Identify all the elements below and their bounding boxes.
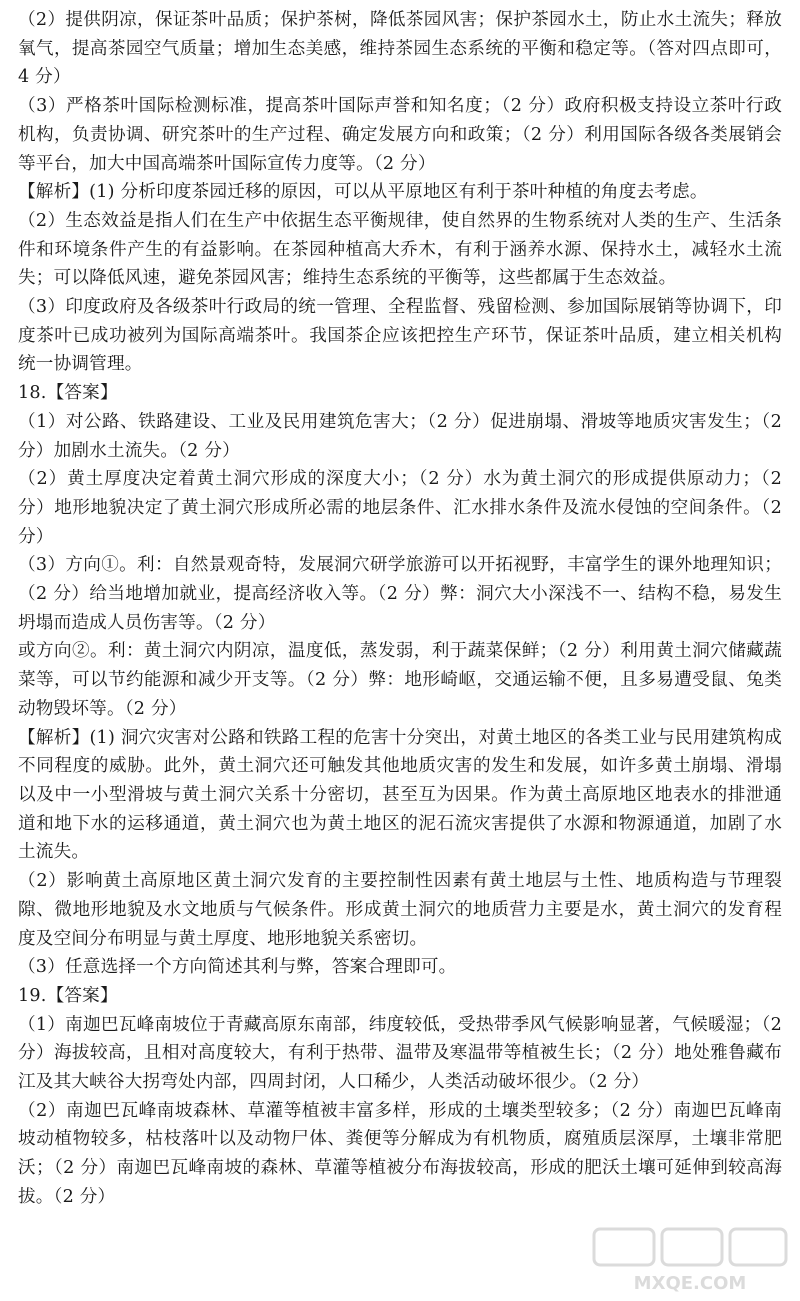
analysis-paragraph: （2）影响黄土高原地区黄土洞穴发育的主要控制性因素有黄土地层与土性、地质构造与节理裂隙、微地形地貌及水文地质与气候条件。形成黄土洞穴的地质营力主要是水，黄土洞穴的发育程度及空间分布明显与黄土厚度、地形地貌关系密切。 (18, 871, 782, 949)
document-page (18, 6, 782, 1212)
watermark-text: MXQE.COM (633, 1273, 747, 1294)
answer-paragraph: （3）方向①。利：自然景观奇特，发展洞穴研学旅游可以开拓视野，丰富学生的课外地理知识；（2 分）给当地增加就业，提高经济收入等。（2 分）弊：洞穴大小深浅不一、结构不稳，易发生坍塌而造成人员伤害等。（2 分） (18, 555, 782, 633)
answer-paragraph: （2）黄土厚度决定着黄土洞穴形成的深度大小；（2 分）水为黄土洞穴的形成提供原动力；（2 分）地形地貌决定了黄土洞穴形成所必需的地层条件、汇水排水条件及流水侵蚀的空间条件。（2 分） (18, 469, 782, 547)
answer-paragraph: （2）南迦巴瓦峰南坡森林、草灌等植被丰富多样，形成的土壤类型较多；（2 分）南迦巴瓦峰南坡动植物较多，枯枝落叶以及动物尸体、粪便等分解成为有机物质，腐殖质层深厚，土壤非常肥沃；（2 分）南迦巴瓦峰南坡的森林、草灌等植被分布海拔较高，形成的肥沃土壤可延伸到较高海拔。（2 分） (18, 1100, 782, 1207)
answer-paragraph: （1）南迦巴瓦峰南坡位于青藏高原东南部，纬度较低，受热带季风气候影响显著，气候暖湿；（2 分）海拔较高，且相对高度较大，有利于热带、温带及寒温带等植被生长；（2 分）地处雅鲁藏布江及其大峡谷大拐弯处内部，四周封闭，人口稀少，人类活动破坏很少。（2 分） (18, 1014, 782, 1093)
analysis-paragraph: （3）印度政府及各级茶叶行政局的统一管理、全程监督、残留检测、参加国际展销等协调下，印度茶叶已成功被列为国际高端茶叶。我国茶企应该把控生产环节，保证茶叶品质，建立相关机构统一协调管理。 (18, 297, 782, 375)
analysis-paragraph: 【解析】(1) 分析印度茶园迁移的原因，可以从平原地区有利于茶叶种植的角度去考虑。 (18, 182, 708, 203)
answer-paragraph: （3）严格茶叶国际检测标准，提高茶叶国际声誉和知名度；（2 分）政府积极支持设立茶叶行政机构，负责协调、研究茶叶的生产过程、确定发展方向和政策；（2 分）利用国际各级各类展销会等平台，加大中国高端茶叶国际宣传力度等。（2 分） (18, 96, 782, 174)
answer-paragraph: （2）提供阴凉，保证茶叶品质；保护茶树，降低茶园风害；保护茶园水土，防止水土流失；释放氧气，提高茶园空气质量；增加生态美感，维持茶园生态系统的平衡和稳定等。（答对四点即可，4 分） (18, 10, 782, 88)
answer-paragraph: （1）对公路、铁路建设、工业及民用建筑危害大；（2 分）促进崩塌、滑坡等地质灾害发生；（2 分）加剧水土流失。（2 分） (18, 411, 782, 461)
site-watermark-logo (590, 1225, 790, 1295)
analysis-paragraph: （3）任意选择一个方向简述其利与弊，答案合理即可。 (18, 957, 457, 978)
analysis-paragraph: （2）生态效益是指人们在生产中依据生态平衡规律，使自然界的生物系统对人类的生产、生活条件和环境条件产生的有益影响。在茶园种植高大乔木，有利于涵养水源、保持水土，减轻水土流失；可以降低风速，避免茶园风害；维持生态系统的平衡等，这些都属于生态效益。 (18, 210, 782, 289)
answer-paragraph: 或方向②。利：黄土洞穴内阴凉，温度低，蒸发弱，利于蔬菜保鲜；（2 分）利用黄土洞穴储藏蔬菜等，可以节约能源和减少开支等。（2 分）弊：地形崎岖，交通运输不便，且多易遭受鼠、兔类动物毁坏等。（2 分） (18, 641, 782, 719)
question-heading: 18.【答案】 (18, 383, 118, 404)
question-heading: 19.【答案】 (18, 985, 118, 1006)
analysis-paragraph: 【解析】(1) 洞穴灾害对公路和铁路工程的危害十分突出，对黄土地区的各类工业与民用建筑构成不同程度的威胁。此外，黄土洞穴还可触发其他地质灾害的发生和发展，如许多黄土崩塌、滑塌以及中一小型滑坡与黄土洞穴关系十分密切，甚至互为因果。作为黄土高原地区地表水的排泄通道和地下水的运移通道，黄土洞穴也为黄土地区的泥石流灾害提供了水源和物源通道，加剧了水土流失。 (18, 727, 782, 863)
